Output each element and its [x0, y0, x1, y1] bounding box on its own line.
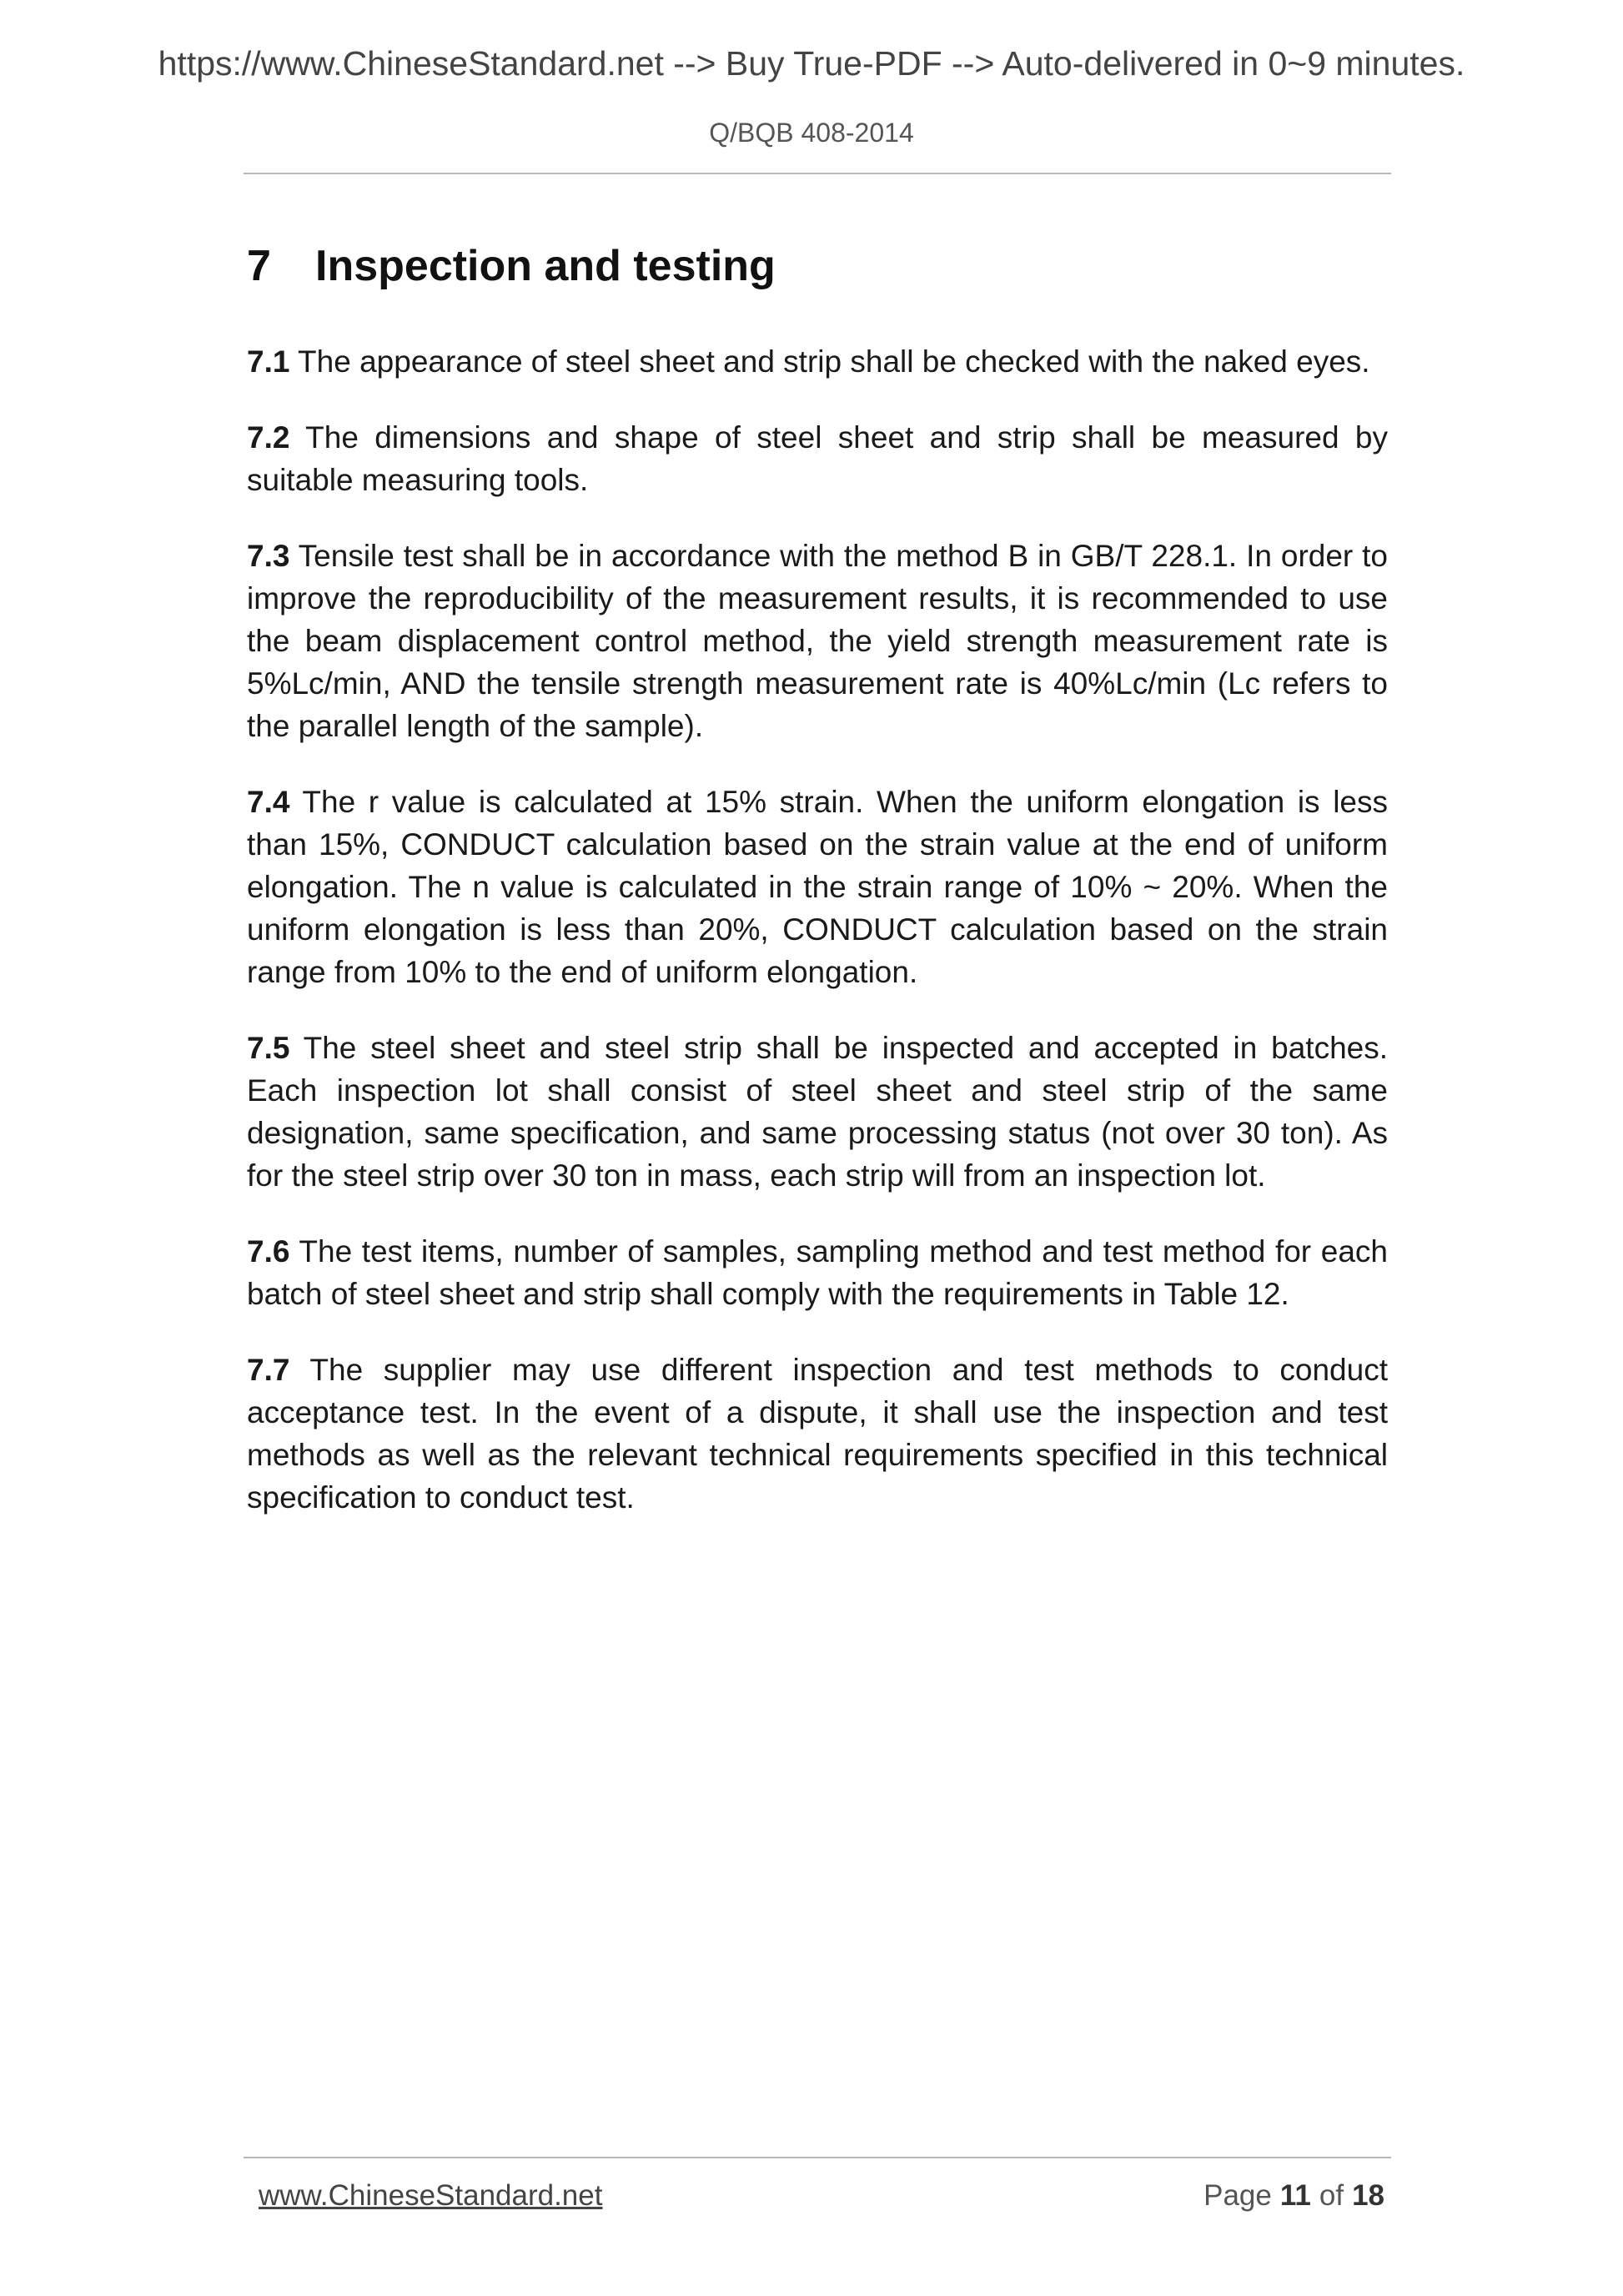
clause-number: 7.3: [247, 539, 290, 573]
standard-code: Q/BQB 408-2014: [709, 118, 914, 148]
clause-text: The r value is calculated at 15% strain. When the uniform elongation is less than 15%, CONDUCT calculation based on the strain value at the end of uniform elongation. The n value is calculated in the strain range of 10% ~ 20%. When the uniform elongation is less than 20%, CONDUCT calculation based on the strain range from 10% to the end of uniform elongation.: [247, 785, 1388, 989]
clause-7-7: [247, 1349, 1388, 1519]
clause-text: The steel sheet and steel strip shall be inspected and accepted in batches. Each inspection lot shall consist of steel sheet and steel strip of the same designation, same specification, and same processing status (not over 30 ton). As for the steel strip over 30 ton in mass, each strip will from an inspection lot.: [247, 1031, 1388, 1193]
page-indicator: [1195, 2178, 1384, 2213]
clause-7-6: [247, 1230, 1388, 1315]
clause-7-4: [247, 781, 1388, 993]
clause-7-3: [247, 535, 1388, 747]
section-number: 7: [247, 242, 271, 290]
clause-7-1: [247, 340, 1388, 383]
footer-divider: [244, 2157, 1391, 2158]
of-word: of: [1319, 2179, 1344, 2212]
page-word: Page: [1203, 2179, 1272, 2212]
clause-list: [247, 340, 1388, 1552]
clause-text: Tensile test shall be in accordance with the method B in GB/T 228.1. In order to improve the reproducibility of the measurement results, it is recommended to use the beam displacement control method, the yield strength measurement rate is 5%Lc/min, AND the tensile strength measurement rate is 40%Lc/min (Lc refers to the parallel length of the sample).: [247, 539, 1388, 743]
header-divider: [244, 173, 1391, 174]
top-banner[interactable]: https://www.ChineseStandard.net --> Buy True-PDF --> Auto-delivered in 0~9 minutes.: [158, 44, 1465, 83]
clause-number: 7.2: [247, 420, 290, 455]
clause-number: 7.7: [247, 1353, 290, 1387]
section-title: Inspection and testing: [315, 242, 776, 290]
clause-text: The test items, number of samples, sampling method and test method for each batch of steel sheet and strip shall comply with the requirements in Table 12.: [247, 1234, 1388, 1311]
clause-text: The supplier may use different inspection and test methods to conduct acceptance test. In the event of a dispute, it shall use the inspection and test methods as well as the relevant technical requirements specified in this technical specification to conduct test.: [247, 1353, 1388, 1515]
clause-7-2: [247, 416, 1388, 501]
clause-text: The dimensions and shape of steel sheet and strip shall be measured by suitable measuring tools.: [247, 420, 1388, 497]
clause-number: 7.1: [247, 344, 290, 379]
page-current: 11: [1279, 2179, 1311, 2212]
clause-text: The appearance of steel sheet and strip shall be checked with the naked eyes.: [289, 344, 1370, 379]
clause-number: 7.4: [247, 785, 290, 819]
section-heading: [247, 240, 776, 292]
clause-7-5: [247, 1027, 1388, 1197]
page-total: 18: [1352, 2179, 1384, 2212]
clause-number: 7.6: [247, 1234, 290, 1269]
footer-site-link[interactable]: www.ChineseStandard.net: [259, 2179, 603, 2212]
clause-number: 7.5: [247, 1031, 290, 1065]
